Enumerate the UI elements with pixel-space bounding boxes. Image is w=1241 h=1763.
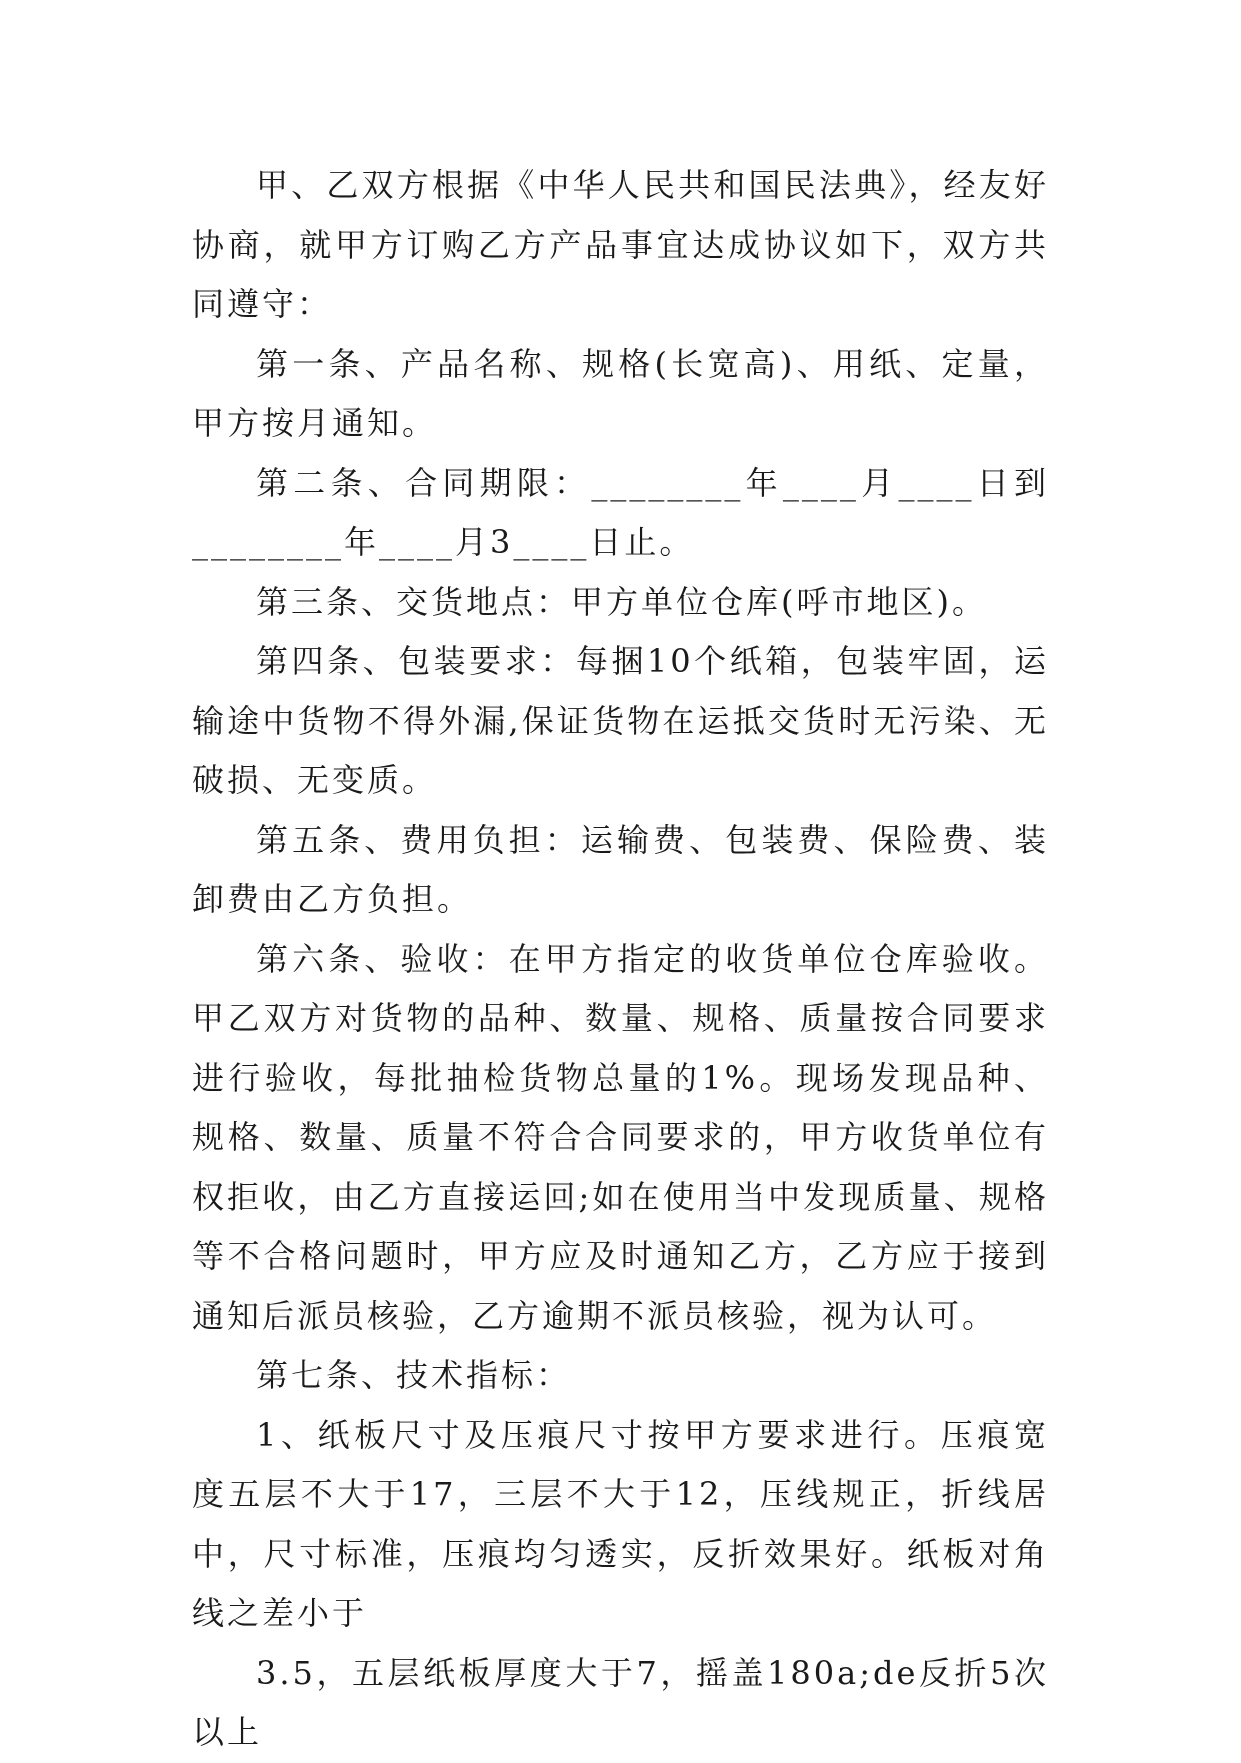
paragraph-article-4: 第四条、包装要求：每捆10个纸箱，包装牢固，运输途中货物不得外漏,保证货物在运抵交货时无污染、无破损、无变质。 [192,642,1049,799]
paragraph-article-5: 第五条、费用负担：运输费、包装费、保险费、装卸费由乙方负担。 [192,820,1049,918]
paragraph-article-7: 第七条、技术指标： [256,1356,572,1394]
paragraph-article-6: 第六条、验收：在甲方指定的收货单位仓库验收。甲乙双方对货物的品种、数量、规格、质量按合同要求进行验收，每批抽检货物总量的1%。现场发现品种、规格、数量、质量不符合合同要求的，甲方收货单位有权拒收，由乙方直接运回;如在使用当中发现质量、规格等不合格问题时，甲方应及时通知乙方，乙方应于接到通知后派员核验，乙方逾期不派员核验，视为认可。 [192,939,1049,1335]
paragraph-article-3: 第三条、交货地点：甲方单位仓库(呼市地区)。 [256,582,987,621]
paragraph-article-7-item-1: 1、纸板尺寸及压痕尺寸按甲方要求进行。压痕宽度五层不大于17，三层不大于12，压线规正，折线居中，尺寸标准，压痕均匀透实，反折效果好。纸板对角线之差小于 [192,1415,1049,1632]
paragraph-article-7-continued: 3.5，五层纸板厚度大于7，摇盖180a;de反折5次以上 [192,1653,1049,1751]
paragraph-article-1: 第一条、产品名称、规格(长宽高)、用纸、定量，甲方按月通知。 [192,344,1049,442]
document-body [192,156,1049,1763]
paragraph-preamble: 甲、乙双方根据《中华人民共和国民法典》，经友好协商，就甲方订购乙方产品事宜达成协议如下，双方共同遵守： [192,166,1049,323]
paragraph-article-2: 第二条、合同期限：________年____月____日到________年____月3____日止。 [192,463,1049,561]
